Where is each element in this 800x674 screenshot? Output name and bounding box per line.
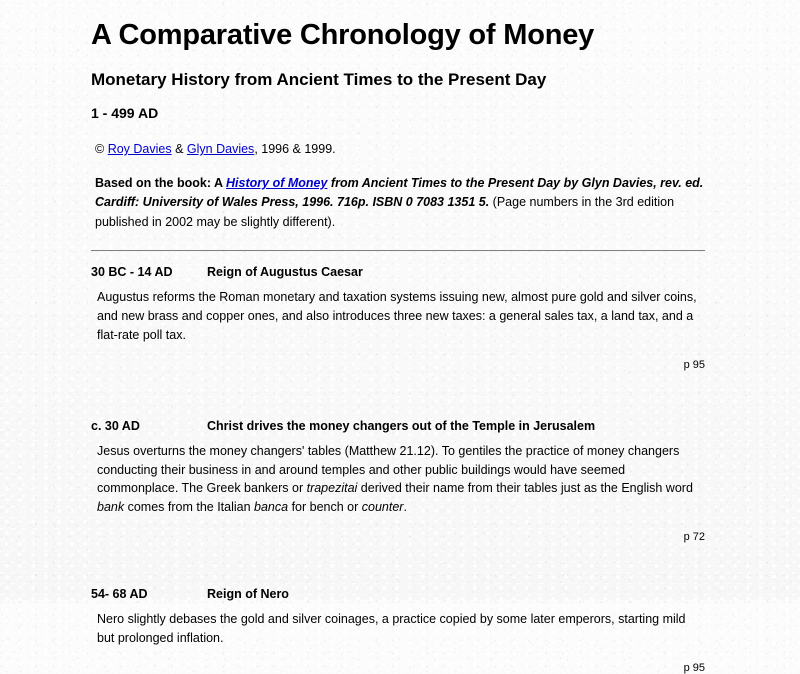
citation-prefix: Based on the book: A	[95, 176, 227, 191]
entry-page-reference: p 72	[683, 530, 705, 543]
entry-body-text: .	[403, 500, 407, 515]
copyright-conjunction: &	[171, 141, 187, 156]
entry-date: 30 BC - 14 AD	[91, 265, 173, 280]
entry-title: Reign of Augustus Caesar	[207, 265, 363, 280]
copyright-line	[95, 122, 705, 158]
chronology-entry	[0, 573, 800, 674]
chronology-entry	[0, 405, 800, 543]
entry-italic-term: counter	[361, 500, 404, 515]
entry-italic-term: bank	[97, 500, 125, 515]
entry-body-text: for bench or	[288, 500, 362, 515]
entry-body-text: comes from the Italian	[124, 500, 255, 515]
entry-italic-term: banca	[254, 500, 289, 515]
entry-body: Augustus reforms the Roman monetary and taxation systems issuing new, almost pure gold and silver coins, and new brass and copper ones, and also introduces three new taxes: a general sales tax, a land tax, and a flat-rate poll tax.	[97, 290, 697, 342]
link-glyn-davies[interactable]: Glyn Davies	[186, 141, 255, 156]
chronology-entry	[0, 251, 800, 371]
page-title: A Comparative Chronology of Money	[91, 19, 595, 51]
book-citation	[95, 158, 705, 232]
entry-body: Nero slightly debases the gold and silver coinages, a practice copied by some later emperors, starting mild but prolonged inflation.	[97, 612, 686, 645]
link-history-of-money[interactable]: History of Money	[226, 176, 328, 191]
entry-title: Reign of Nero	[207, 586, 289, 601]
citation-note: (Page numbers in the 3rd edition published in 2002 may be slightly different).	[95, 195, 675, 229]
entry-heading	[91, 405, 705, 434]
entry-body-text: Jesus overturns the money changers' tables (Matthew 21.12). To gentiles the practice of money changers conducting their business in and around temples and other public buildings would have seemed commonplace. The Greek bankers or	[97, 443, 680, 496]
copyright-years: , 1996 & 1999.	[254, 141, 336, 156]
page-subtitle: Monetary History from Ancient Times to the Present Day	[91, 69, 547, 89]
front-matter	[0, 122, 800, 232]
entry-body	[91, 434, 705, 517]
citation-details: from Ancient Times to the Present Day by Glyn Davies, rev. ed. Cardiff: University of Wales Press, 1996. 716p. ISBN 0 7083 1351 5.	[95, 176, 704, 210]
entry-body-text: derived their name from their tables just as the English word	[357, 481, 693, 496]
entry-page-reference: p 95	[683, 358, 705, 371]
entry-italic-term: trapezitai	[306, 481, 358, 496]
entry-spacer	[0, 371, 800, 405]
entry-date: c. 30 AD	[91, 418, 140, 433]
chronology-entry-list	[0, 251, 800, 674]
entry-page-reference: p 95	[683, 661, 705, 674]
entry-title: Christ drives the money changers out of the Temple in Jerusalem	[207, 418, 596, 433]
period-heading: 1 - 499 AD	[91, 105, 159, 122]
copyright-symbol: ©	[95, 141, 105, 156]
entry-heading	[91, 573, 705, 602]
entry-spacer	[0, 543, 800, 573]
link-roy-davies[interactable]: Roy Davies	[107, 141, 172, 156]
entry-date: 54- 68 AD	[91, 586, 148, 601]
entry-heading	[91, 251, 705, 280]
